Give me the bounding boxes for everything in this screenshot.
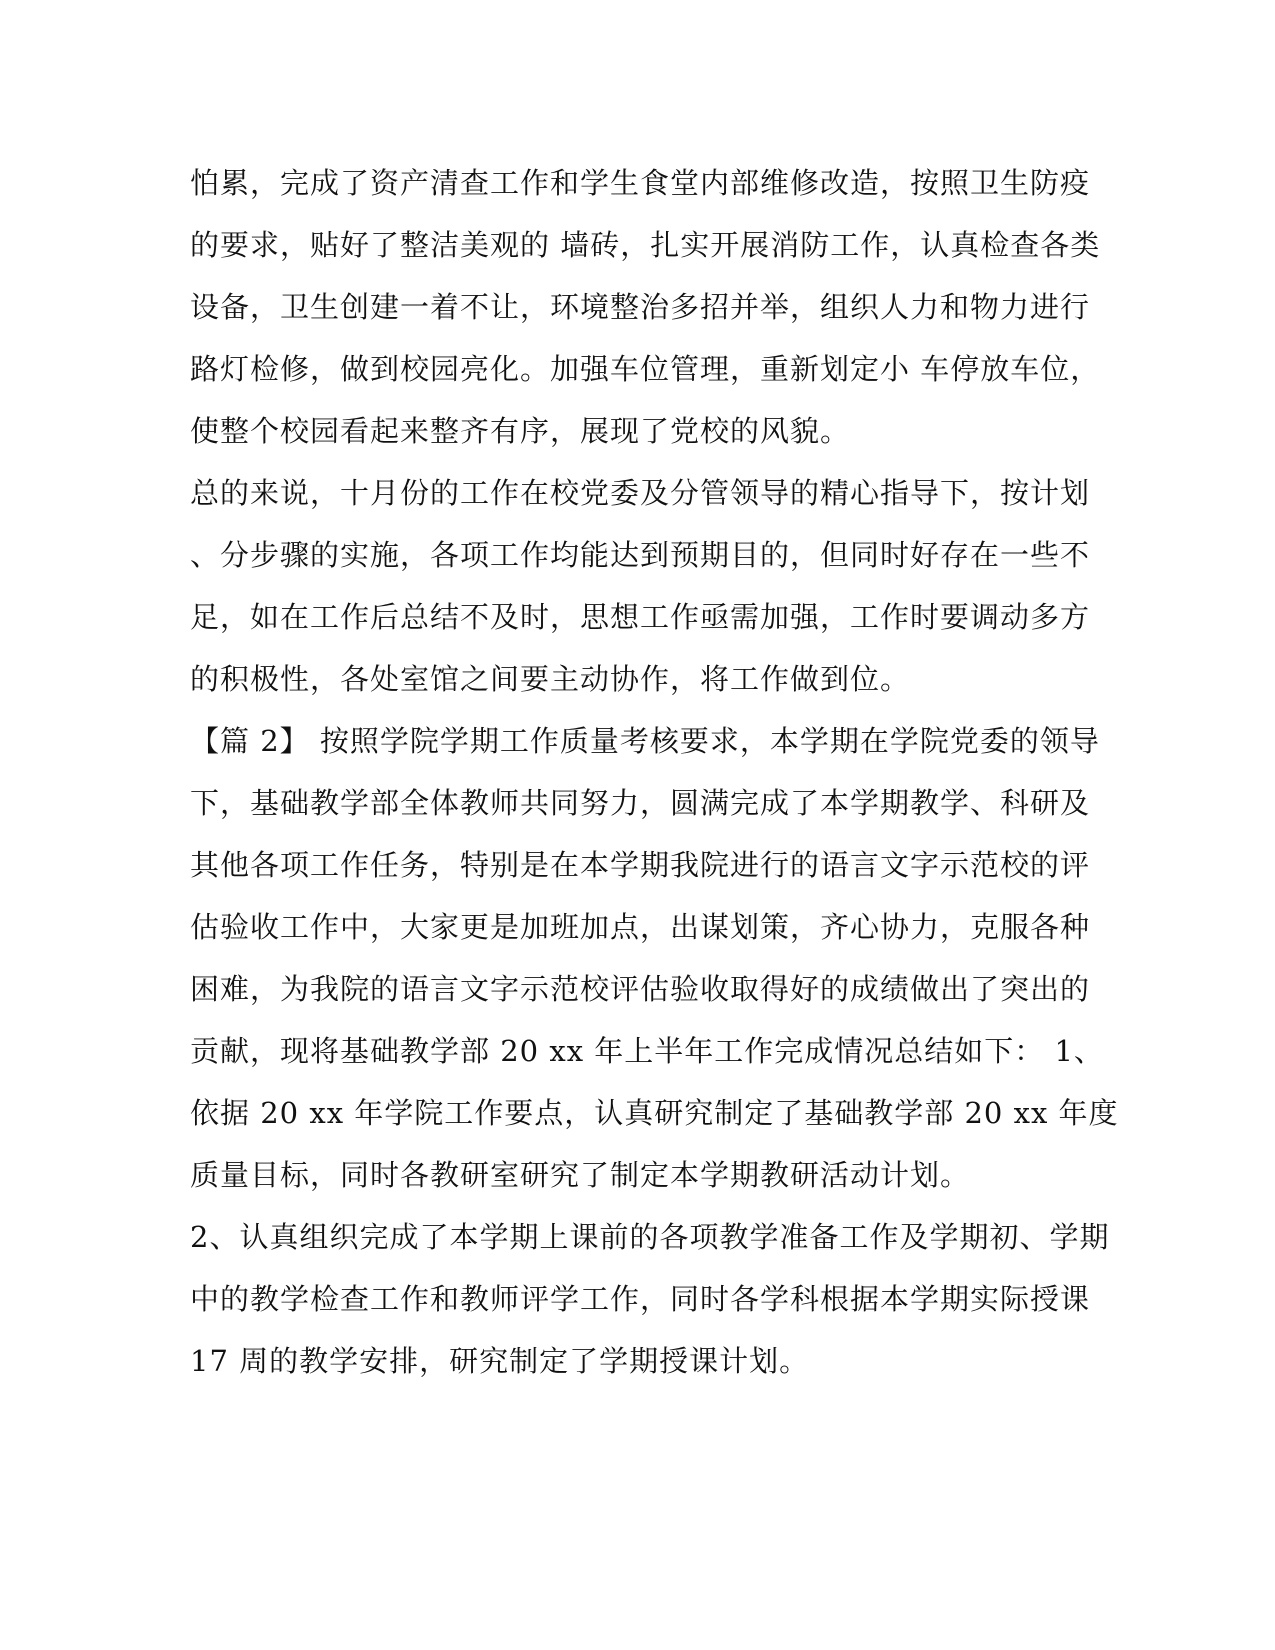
text-line-8: 足，如在工作后总结不及时，思想工作亟需加强，工作时要调动多方	[190, 600, 1091, 634]
text-line-1: 怕累，完成了资产清查工作和学生食堂内部维修改造，按照卫生防疫	[190, 166, 1091, 200]
text-line-6: 总的来说，十月份的工作在校党委及分管领导的精心指导下，按计划	[190, 476, 1091, 510]
text-line-17: 质量目标，同时各教研室研究了制定本学期教研活动计划。	[190, 1158, 971, 1192]
text-line-5: 使整个校园看起来整齐有序，展现了党校的风貌。	[190, 414, 851, 448]
text-line-18: 2、认真组织完成了本学期上课前的各项教学准备工作及学期初、学期	[190, 1220, 1110, 1254]
text-line-7: 、分步骤的实施，各项工作均能达到预期目的，但同时好存在一些不	[190, 538, 1091, 572]
text-line-11: 下，基础教学部全体教师共同努力，圆满完成了本学期教学、科研及	[190, 786, 1091, 820]
text-line-19: 中的教学检查工作和教师评学工作，同时各学科根据本学期实际授课	[190, 1282, 1091, 1316]
text-line-3: 设备，卫生创建一着不让，环境整治多招并举，组织人力和物力进行	[190, 290, 1091, 324]
text-line-2: 的要求，贴好了整洁美观的 墙砖，扎实开展消防工作，认真检查各类	[190, 228, 1101, 262]
text-line-4: 路灯检修，做到校园亮化。加强车位管理，重新划定小 车停放车位，	[190, 352, 1101, 386]
text-line-12: 其他各项工作任务，特别是在本学期我院进行的语言文字示范校的评	[190, 848, 1091, 882]
text-line-16: 依据 20 xx 年学院工作要点，认真研究制定了基础教学部 20 xx 年度	[190, 1096, 1119, 1130]
text-line-15: 贡献，现将基础教学部 20 xx 年上半年工作完成情况总结如下： 1、	[190, 1034, 1104, 1068]
section-heading-line: 【篇 2】 按照学院学期工作质量考核要求，本学期在学院党委的领导	[190, 724, 1100, 758]
text-line-20: 17 周的教学安排，研究制定了学期授课计划。	[190, 1344, 810, 1378]
text-line-13: 估验收工作中，大家更是加班加点，出谋划策，齐心协力，克服各种	[190, 910, 1091, 944]
text-line-14: 困难，为我院的语言文字示范校评估验收取得好的成绩做出了突出的	[190, 972, 1091, 1006]
text-line-9: 的积极性，各处室馆之间要主动协作，将工作做到位。	[190, 662, 911, 696]
